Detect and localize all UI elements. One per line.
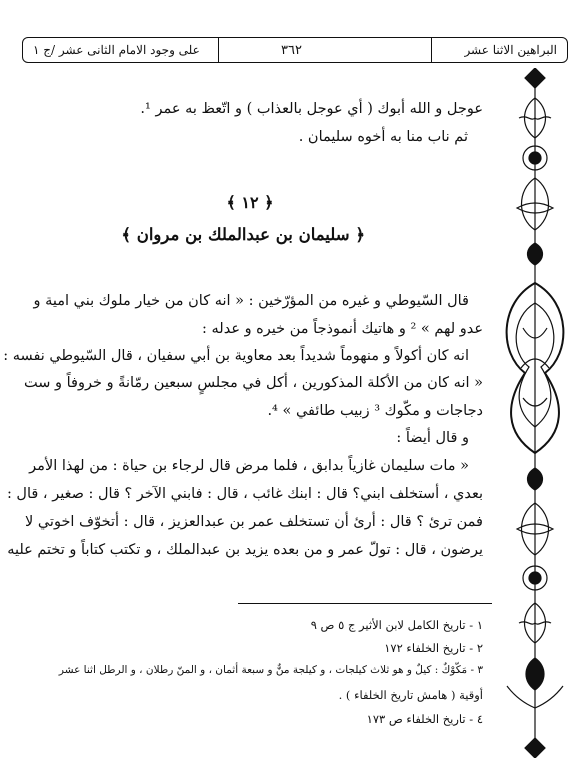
text-line: « مات سليمان غازياً بدابق ، فلما مرض قال لرجاء بن حياة : من لهذا الأمر [29, 458, 469, 474]
footnote: ٤ - تاريخ الخلفاء ص ١٧٣ [366, 712, 483, 726]
text-line: بعدي ، أستخلف ابني؟ قال : ابنك غائب ، قال : فابني الآخر ؟ قال : صغير ، قال : [6, 486, 483, 502]
footnote: أوقية ( هامش تاريخ الخلفاء ) . [338, 688, 483, 702]
header-book-title: البراهين الاثنا عشر [464, 43, 557, 57]
text-line: دجاجات و مكّوك ³ زبيب طائفي » ⁴. [267, 403, 483, 419]
text-line: فمن ترئ ؟ قال : أرئ أن تستخلف عمر بن عبدالعزيز ، قال : أتخوّف اخوتي لا [24, 514, 483, 530]
text-line: « انه كان من الأكلة المذكورين ، أكل في مجلسٍ سبعين رمّانةً و خروفاً و ست [24, 375, 483, 391]
header-divider [431, 38, 432, 62]
footnote: ٢ - تاريخ الخلفاء ١٧٢ [384, 641, 483, 655]
text-line: ثم ناب منا به أخوه سليمان . [298, 129, 468, 145]
intro-text [103, 96, 483, 156]
header-divider [218, 38, 219, 62]
footnote-divider [238, 603, 492, 604]
footnote: ١ - تاريخ الكامل لابن الأثير ج ٥ ص ٩ [310, 618, 483, 632]
text-line: قال السّيوطي و غيره من المؤرّخين : « انه كان من خيار ملوك بني امية و [33, 293, 469, 309]
footnote: ٣ - مَكّوْكٌ : كيلٌ و هو ثلاث كيلجات ، و كيلجة منٌّ و سبعة أثمان ، و المنّ رطلان ، و الرطل اثنا عشر [58, 664, 483, 676]
text-line: و قال أيضاً : [396, 430, 469, 446]
text-line: يرضون ، قال : تولّ عمر و من بعده يزيد بن عبدالملك ، و تكتب كتاباً و تختم عليه [7, 542, 483, 558]
body-text [3, 288, 483, 588]
text-line: عدو لهم » ² و هاتيك أنموذجاً من خيره و عدله : [202, 321, 483, 337]
page-number: ٣٦٢ [281, 43, 302, 58]
text-line: عوجل و الله أبوك ( أي عوجل بالعذاب ) و اتّعظ به عمر ¹. [140, 101, 483, 117]
header-chapter: على وجود الامام الثانى عشر /ج ١ [33, 43, 200, 57]
section-title: ﴿ سليمان بن عبدالملك بن مروان ﴾ [121, 225, 365, 244]
running-header [22, 37, 568, 63]
decorative-border-ornament [497, 68, 573, 758]
section-number: ﴿ ١٢ ﴾ [226, 193, 274, 212]
text-line: انه كان أكولاً و منهوماً شديداً بعد معاوية بن أبي سفيان ، قال السّيوطي نفسه : [3, 348, 469, 364]
